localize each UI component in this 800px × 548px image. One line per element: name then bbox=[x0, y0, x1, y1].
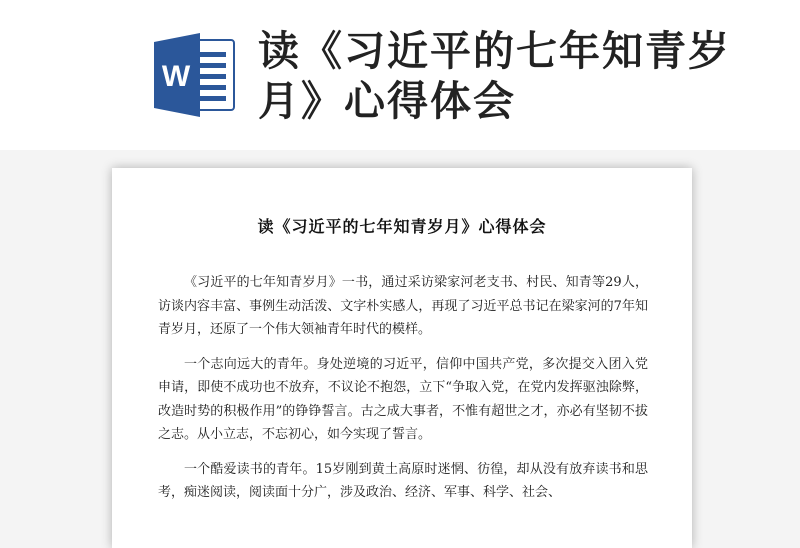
word-icon bbox=[152, 30, 236, 120]
document-body bbox=[158, 271, 648, 516]
page-title: 读《习近平的七年知青岁月》心得体会 bbox=[258, 27, 731, 125]
document-title: 读《习近平的七年知青岁月》心得体会 bbox=[257, 217, 547, 236]
document-page bbox=[112, 168, 692, 548]
header-banner bbox=[0, 0, 800, 150]
document-paragraph: 一个志向远大的青年。身处逆境的习近平，信仰中国共产党，多次提交入团入党申请，即使不成功也不放弃，不议论不抱怨，立下“争取入党，在党内发挥驱浊除弊，改造时势的积极作用”的铮铮誓言。古之成大事者，不惟有超世之才，亦必有坚韧不拔之志。从小立志，不忘初心，如今实现了誓言。 bbox=[158, 356, 648, 442]
document-paragraph: 《习近平的七年知青岁月》一书，通过采访梁家河老支书、村民、知青等29人，访谈内容丰富、事例生动活泼、文字朴实感人，再现了习近平总书记在梁家河的7年知青岁月，还原了一个伟大领袖青年时代的模样。 bbox=[158, 275, 648, 337]
word-logo-letter: W bbox=[161, 60, 191, 93]
document-paragraph: 一个酷爱读书的青年。15岁刚到黄土高原时迷惘、彷徨，却从没有放弃读书和思考，痴迷阅读，阅读面十分广，涉及政治、经济、军事、科学、社会、 bbox=[158, 461, 648, 500]
